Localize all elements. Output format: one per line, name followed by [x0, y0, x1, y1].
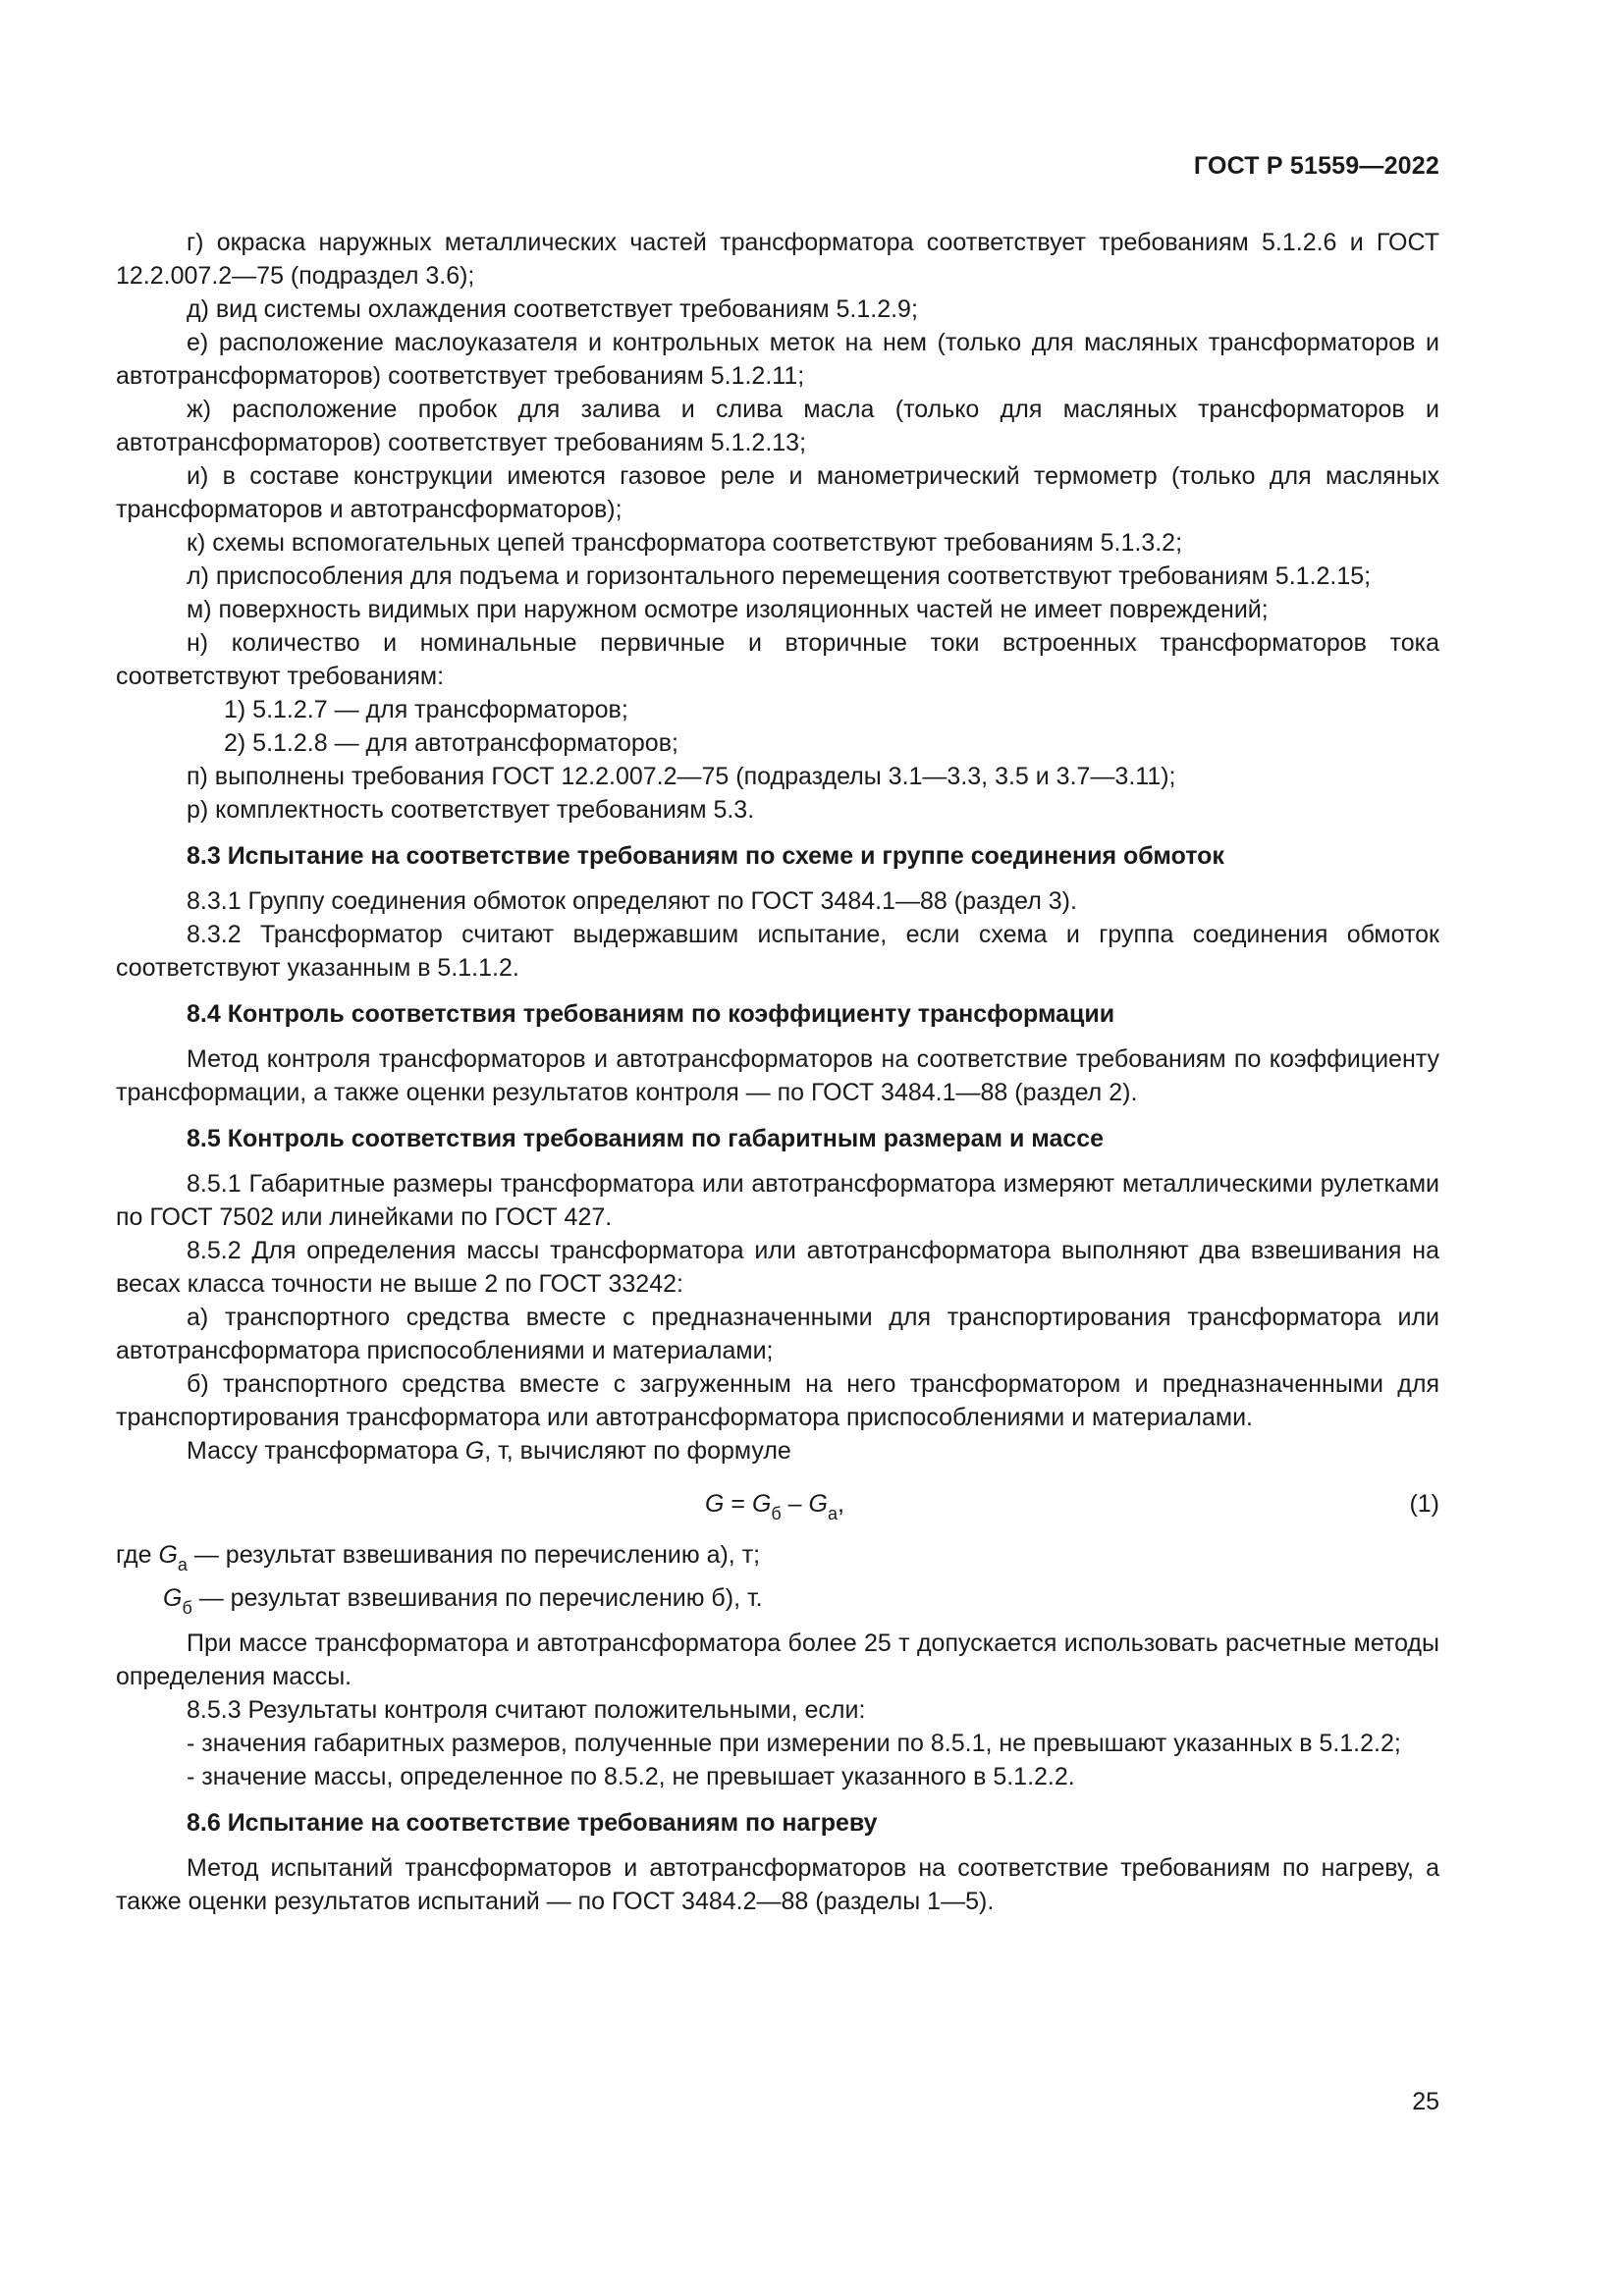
paragraph: Метод испытаний трансформаторов и автотрансформаторов на соответствие требованиям по нагреву, а также оценки результатов испытаний — по ГОСТ 3484.2—88 (разделы 1—5). — [116, 1854, 1439, 1915]
paragraph: При массе трансформатора и автотрансформатора более 25 т допускается использовать расчетные методы определения массы. — [116, 1629, 1439, 1690]
paragraph: Метод контроля трансформаторов и автотрансформаторов на соответствие требованиям по коэффициенту трансформации, а также оценки результатов контроля — по ГОСТ 3484.1—88 (раздел 2). — [116, 1045, 1439, 1106]
list-item: б) транспортного средства вместе с загруженным на него трансформатором и предназначенными для транспортирования трансформатора или автотрансформатора приспособлениями и материалами. — [116, 1370, 1439, 1431]
paragraph: 8.5.2 Для определения массы трансформатора или автотрансформатора выполняют два взвешивания на весах класса точности не выше 2 по ГОСТ 33242: — [116, 1237, 1439, 1298]
paragraph: 8.3.1 Группу соединения обмоток определяют по ГОСТ 3484.1—88 (раздел 3). — [187, 887, 1077, 915]
section-heading-8-3: 8.3 Испытание на соответствие требованиям по схеме и группе соединения обмоток — [187, 842, 1224, 870]
page-content — [116, 226, 1439, 1918]
list-item: н) количество и номинальные первичные и вторичные токи встроенных трансформаторов тока соответствуют требованиям: — [116, 629, 1439, 690]
legend-item: где $G_а$ — результат взвешивания по перечислению а), т; — [116, 1541, 761, 1575]
list-item: а) транспортного средства вместе с предназначенными для транспортирования трансформатора или автотрансформатора приспособлениями и материалами; — [116, 1304, 1439, 1364]
page-number: 25 — [1412, 2088, 1439, 2115]
list-item: е) расположение маслоуказателя и контрольных меток на нем (только для масляных трансформаторов и автотрансформаторов) соответствует требованиям 5.1.2.11; — [116, 329, 1439, 390]
list-item: к) схемы вспомогательных цепей трансформатора соответствуют требованиям 5.1.3.2; — [187, 529, 1183, 557]
sub-list-item: 2) 5.1.2.8 — для автотрансформаторов; — [224, 729, 678, 757]
paragraph: 8.3.2 Трансформатор считают выдержавшим испытание, если схема и группа соединения обмоток соответствуют указанным в 5.1.1.2. — [116, 921, 1439, 982]
formula-expression: $G = G_б - G_а$, — [705, 1490, 844, 1523]
list-item: ж) расположение пробок для залива и слива масла (только для масляных трансформаторов и автотрансформаторов) соответствует требованиям 5.1.2.13; — [116, 396, 1439, 456]
list-item: р) комплектность соответствует требованиям 5.3. — [187, 796, 755, 824]
section-heading-8-4: 8.4 Контроль соответствия требованиям по коэффициенту трансформации — [187, 1000, 1115, 1028]
list-item: л) приспособления для подъема и горизонтального перемещения соответствуют требованиям 5.1.2.15; — [187, 562, 1372, 590]
list-item: г) окраска наружных металлических частей трансформатора соответствует требованиям 5.1.2.6 и ГОСТ 12.2.007.2—75 (подраздел 3.6); — [116, 229, 1439, 290]
formula-number: (1) — [1409, 1490, 1439, 1518]
formula-legend — [116, 1538, 1439, 1618]
list-item: д) вид системы охлаждения соответствует требованиям 5.1.2.9; — [187, 295, 918, 323]
list-item: и) в составе конструкции имеются газовое реле и манометрический термометр (только для масляных трансформаторов и автотрансформаторов); — [116, 462, 1439, 523]
standard-designation: ГОСТ Р 51559—2022 — [1193, 152, 1439, 180]
formula-1 — [116, 1487, 1439, 1521]
list-item: м) поверхность видимых при наружном осмотре изоляционных частей не имеет повреждений; — [187, 596, 1269, 623]
sub-list-item: 1) 5.1.2.7 — для трансформаторов; — [224, 696, 628, 723]
dash-list-item: - значение массы, определенное по 8.5.2, не превышает указанного в 5.1.2.2. — [187, 1763, 1075, 1790]
list-item: п) выполнены требования ГОСТ 12.2.007.2—75 (подразделы 3.1—3.3, 3.5 и 3.7—3.11); — [187, 763, 1176, 790]
dash-list-item: - значения габаритных размеров, полученные при измерении по 8.5.1, не превышают указанных в 5.1.2.2; — [187, 1730, 1401, 1757]
section-heading-8-5: 8.5 Контроль соответствия требованиям по габаритным размерам и массе — [187, 1125, 1105, 1152]
legend-item: $G_б$ — результат взвешивания по перечислению б), т. — [163, 1584, 763, 1618]
section-heading-8-6: 8.6 Испытание на соответствие требованиям по нагреву — [187, 1809, 878, 1837]
paragraph: 8.5.1 Габаритные размеры трансформатора или автотрансформатора измеряют металлическими рулетками по ГОСТ 7502 или линейками по ГОСТ 427. — [116, 1170, 1439, 1231]
paragraph: 8.5.3 Результаты контроля считают положительными, если: — [187, 1696, 866, 1724]
formula-intro: Массу трансформатора G, т, вычисляют по формуле — [187, 1437, 791, 1465]
